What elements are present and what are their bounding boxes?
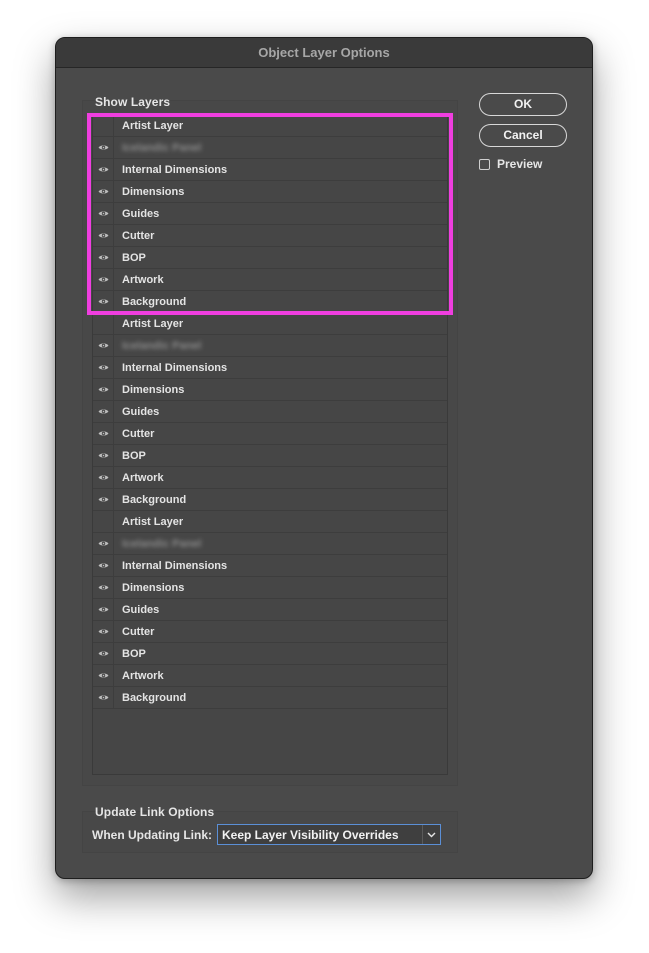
eye-icon xyxy=(98,364,109,371)
layer-name: Cutter xyxy=(122,229,155,242)
layer-visibility-toggle[interactable] xyxy=(93,643,114,665)
layer-visibility-toggle[interactable] xyxy=(93,313,114,335)
layer-name: Icelandic Panel xyxy=(122,537,202,550)
layer-visibility-toggle[interactable] xyxy=(93,137,114,159)
layer-name: Internal Dimensions xyxy=(122,163,228,176)
layer-visibility-toggle[interactable] xyxy=(93,401,114,423)
layer-visibility-toggle[interactable] xyxy=(93,181,114,203)
eye-icon xyxy=(98,298,109,305)
layers-list[interactable] xyxy=(92,114,448,775)
cancel-button[interactable]: Cancel xyxy=(479,124,567,147)
layer-name: Icelandic Panel xyxy=(122,141,202,154)
eye-icon xyxy=(98,650,109,657)
layer-name: Background xyxy=(122,691,187,704)
layer-row[interactable] xyxy=(93,489,447,511)
layer-name: Artist Layer xyxy=(122,119,184,132)
eye-icon xyxy=(98,606,109,613)
layer-name: Artist Layer xyxy=(122,515,184,528)
layer-name: Artwork xyxy=(122,471,164,484)
eye-icon xyxy=(98,474,109,481)
layer-row[interactable] xyxy=(93,291,447,313)
layer-visibility-toggle[interactable] xyxy=(93,533,114,555)
layer-row[interactable] xyxy=(93,445,447,467)
update-link-dropdown-value: Keep Layer Visibility Overrides xyxy=(221,827,399,842)
eye-icon xyxy=(98,408,109,415)
layer-row[interactable] xyxy=(93,313,447,335)
layer-row[interactable] xyxy=(93,159,447,181)
layer-name: BOP xyxy=(122,251,146,264)
layer-name: Artwork xyxy=(122,669,164,682)
eye-icon xyxy=(98,254,109,261)
ok-button[interactable]: OK xyxy=(479,93,567,116)
layer-name: BOP xyxy=(122,647,146,660)
layer-row[interactable] xyxy=(93,599,447,621)
layer-row[interactable] xyxy=(93,467,447,489)
layer-row[interactable] xyxy=(93,643,447,665)
eye-icon xyxy=(98,496,109,503)
layer-name: Dimensions xyxy=(122,581,185,594)
layer-name: Artwork xyxy=(122,273,164,286)
layer-row[interactable] xyxy=(93,225,447,247)
eye-icon xyxy=(98,672,109,679)
layer-visibility-toggle[interactable] xyxy=(93,511,114,533)
layer-visibility-toggle[interactable] xyxy=(93,247,114,269)
layer-name: Guides xyxy=(122,603,160,616)
layer-visibility-toggle[interactable] xyxy=(93,203,114,225)
layer-row[interactable] xyxy=(93,269,447,291)
eye-icon xyxy=(98,210,109,217)
preview-label: Preview xyxy=(497,157,543,171)
eye-icon xyxy=(98,540,109,547)
eye-icon xyxy=(98,144,109,151)
layer-visibility-toggle[interactable] xyxy=(93,687,114,709)
layer-visibility-toggle[interactable] xyxy=(93,159,114,181)
when-updating-link-row xyxy=(92,824,441,845)
layer-row[interactable] xyxy=(93,577,447,599)
layer-visibility-toggle[interactable] xyxy=(93,445,114,467)
layer-row[interactable] xyxy=(93,181,447,203)
layer-row[interactable] xyxy=(93,687,447,709)
update-link-dropdown[interactable] xyxy=(217,824,441,845)
layer-row[interactable] xyxy=(93,533,447,555)
layer-name: Dimensions xyxy=(122,383,185,396)
layer-name: Internal Dimensions xyxy=(122,361,228,374)
layer-visibility-toggle[interactable] xyxy=(93,555,114,577)
layer-name: Guides xyxy=(122,207,160,220)
update-link-options-title: Update Link Options xyxy=(95,805,215,819)
layer-name: Guides xyxy=(122,405,160,418)
eye-icon xyxy=(98,276,109,283)
layer-visibility-toggle[interactable] xyxy=(93,599,114,621)
layer-name: Cutter xyxy=(122,427,155,440)
eye-icon xyxy=(98,694,109,701)
layer-visibility-toggle[interactable] xyxy=(93,621,114,643)
eye-icon xyxy=(98,628,109,635)
eye-icon xyxy=(98,166,109,173)
layer-row[interactable] xyxy=(93,115,447,137)
layer-visibility-toggle[interactable] xyxy=(93,489,114,511)
layer-name: Background xyxy=(122,295,187,308)
eye-icon xyxy=(98,562,109,569)
eye-icon xyxy=(98,452,109,459)
layer-row[interactable] xyxy=(93,137,447,159)
dialog-title: Object Layer Options xyxy=(56,38,592,68)
layer-visibility-toggle[interactable] xyxy=(93,467,114,489)
preview-option[interactable] xyxy=(479,157,542,171)
layer-name: Dimensions xyxy=(122,185,185,198)
layer-row[interactable] xyxy=(93,423,447,445)
layer-row[interactable] xyxy=(93,555,447,577)
layer-name: Cutter xyxy=(122,625,155,638)
object-layer-options-dialog xyxy=(55,37,593,879)
layer-row[interactable] xyxy=(93,357,447,379)
preview-checkbox[interactable] xyxy=(479,159,490,170)
layer-row[interactable] xyxy=(93,379,447,401)
show-layers-title: Show Layers xyxy=(95,95,171,109)
layer-visibility-toggle[interactable] xyxy=(93,423,114,445)
eye-icon xyxy=(98,386,109,393)
layer-visibility-toggle[interactable] xyxy=(93,577,114,599)
layer-visibility-toggle[interactable] xyxy=(93,291,114,313)
layer-row[interactable] xyxy=(93,665,447,687)
layer-row[interactable] xyxy=(93,247,447,269)
layer-row[interactable] xyxy=(93,335,447,357)
chevron-down-icon[interactable] xyxy=(422,825,440,844)
layer-visibility-toggle[interactable] xyxy=(93,269,114,291)
when-updating-link-label: When Updating Link: xyxy=(92,827,212,842)
layer-visibility-toggle[interactable] xyxy=(93,379,114,401)
layer-visibility-toggle[interactable] xyxy=(93,357,114,379)
layer-name: Background xyxy=(122,493,187,506)
layer-name: BOP xyxy=(122,449,146,462)
eye-icon xyxy=(98,188,109,195)
layer-name: Artist Layer xyxy=(122,317,184,330)
layer-name: Icelandic Panel xyxy=(122,339,202,352)
layer-visibility-toggle[interactable] xyxy=(93,335,114,357)
layer-visibility-toggle[interactable] xyxy=(93,665,114,687)
layer-row[interactable] xyxy=(93,511,447,533)
layer-row[interactable] xyxy=(93,203,447,225)
eye-icon xyxy=(98,232,109,239)
layer-row[interactable] xyxy=(93,621,447,643)
eye-icon xyxy=(98,430,109,437)
layer-visibility-toggle[interactable] xyxy=(93,225,114,247)
layer-row[interactable] xyxy=(93,401,447,423)
eye-icon xyxy=(98,584,109,591)
layer-visibility-toggle[interactable] xyxy=(93,115,114,137)
eye-icon xyxy=(98,342,109,349)
layer-name: Internal Dimensions xyxy=(122,559,228,572)
